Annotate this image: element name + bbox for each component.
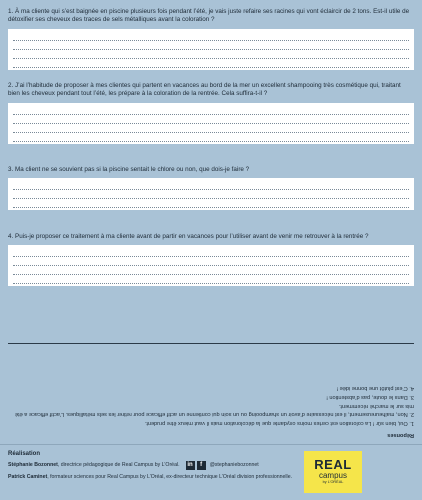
- answer-item-1: 1. Oui, bien sûr ! La coloration est certes moins oxydante que la décoloration mais il vaut mieux être prudent.: [144, 419, 414, 426]
- answer-line: [13, 59, 409, 68]
- question-3: [8, 166, 414, 210]
- question-1-body: À ma cliente qui s’est baignée en piscine plusieurs fois pendant l’été, je vais juste refaire ses racines qui vont éclaircir de 2 tons. Est-il utile de détoxifier ses cheveux des traces de sels métalliques avant la coloration ?: [8, 8, 410, 24]
- answers-upside-down: [8, 350, 414, 438]
- question-3-body: Ma client ne se souvient pas si la piscine sentait le chlore ou non, que dois-je faire ?: [15, 166, 250, 173]
- question-1-text: [8, 8, 414, 25]
- divider: [8, 343, 414, 344]
- answer-line: [13, 124, 409, 133]
- answer-line: [13, 115, 409, 124]
- answer-line: [13, 190, 409, 199]
- author-1-role: , directrice pédagogique de Real Campus by L’Oréal.: [57, 462, 180, 468]
- answer-line: [13, 199, 409, 208]
- credit-row-2: [8, 474, 303, 481]
- credits: [8, 451, 303, 485]
- credits-heading: Réalisation: [8, 451, 41, 457]
- footer: [0, 444, 422, 500]
- real-campus-logo: [304, 451, 362, 493]
- credit-row-1: [8, 461, 303, 470]
- answers-title: Réponses: [387, 432, 414, 438]
- answer-line: [13, 266, 409, 275]
- question-2-number: 2.: [8, 82, 14, 89]
- answer-line: [13, 133, 409, 142]
- facebook-icon[interactable]: f: [197, 461, 206, 470]
- logo-line-1: REAL: [314, 457, 352, 472]
- answer-line: [13, 257, 409, 266]
- answer-line: [13, 181, 409, 190]
- answer-field-2[interactable]: [8, 103, 414, 144]
- answer-field-4[interactable]: [8, 245, 414, 286]
- logo-line-3: by L’ORÉAL: [322, 480, 344, 484]
- question-3-text: [8, 166, 414, 174]
- question-4-body: Puis-je proposer ce traitement à ma cliente avant de partir en vacances pour l’utiliser avant de venir me retrouver à la rentrée ?: [15, 233, 369, 240]
- question-1-number: 1.: [8, 8, 14, 15]
- answer-line: [13, 275, 409, 284]
- answer-item-2: 2. Non, malheureusement, il est nécessaire d’avoir un shampooing ou un soin qui contienne un actif efficace pour retirer les sels métalliques. L’actif efficace a été mis sur le marché récemment.: [14, 403, 414, 417]
- linkedin-icon[interactable]: in: [187, 462, 193, 468]
- logo-line-2: campus: [318, 471, 347, 480]
- author-2-role: , formateur sciences pour Real Campus by L’Oréal, ex-directeur technique L’Oréal division professionnelle.: [47, 474, 293, 480]
- question-4: [8, 233, 414, 286]
- answer-field-1[interactable]: [8, 29, 414, 70]
- answer-item-4: 4. C’est plutôt une bonne idée !: [336, 384, 414, 391]
- author-1-name: Stéphanie Bozonnet: [8, 462, 58, 468]
- answer-line: [13, 106, 409, 115]
- social-handle[interactable]: @stephaniebozonnet: [209, 462, 259, 468]
- question-4-text: [8, 233, 414, 241]
- question-2-body: J’ai l’habitude de proposer à mes clientes qui partent en vacances au bord de la mer un excellent shampooing très cosmétique qui, traitant bien les cheveux pendant tout l’été, les prépare à la coloration de la rentrée. Cela suffira-t-il ?: [8, 82, 401, 98]
- question-2: [8, 82, 414, 144]
- question-4-number: 4.: [8, 233, 14, 240]
- question-1: [8, 8, 414, 70]
- question-3-number: 3.: [8, 166, 14, 173]
- answer-line: [13, 41, 409, 50]
- author-2-name: Patrick Caminet: [8, 474, 48, 480]
- answer-line: [13, 32, 409, 41]
- question-2-text: [8, 82, 414, 99]
- answer-field-3[interactable]: [8, 178, 414, 210]
- social-links: [186, 461, 259, 470]
- answer-item-3: 3. Dans le doute, pas d’abstention !: [326, 394, 414, 401]
- answer-line: [13, 50, 409, 59]
- answer-line: [13, 248, 409, 257]
